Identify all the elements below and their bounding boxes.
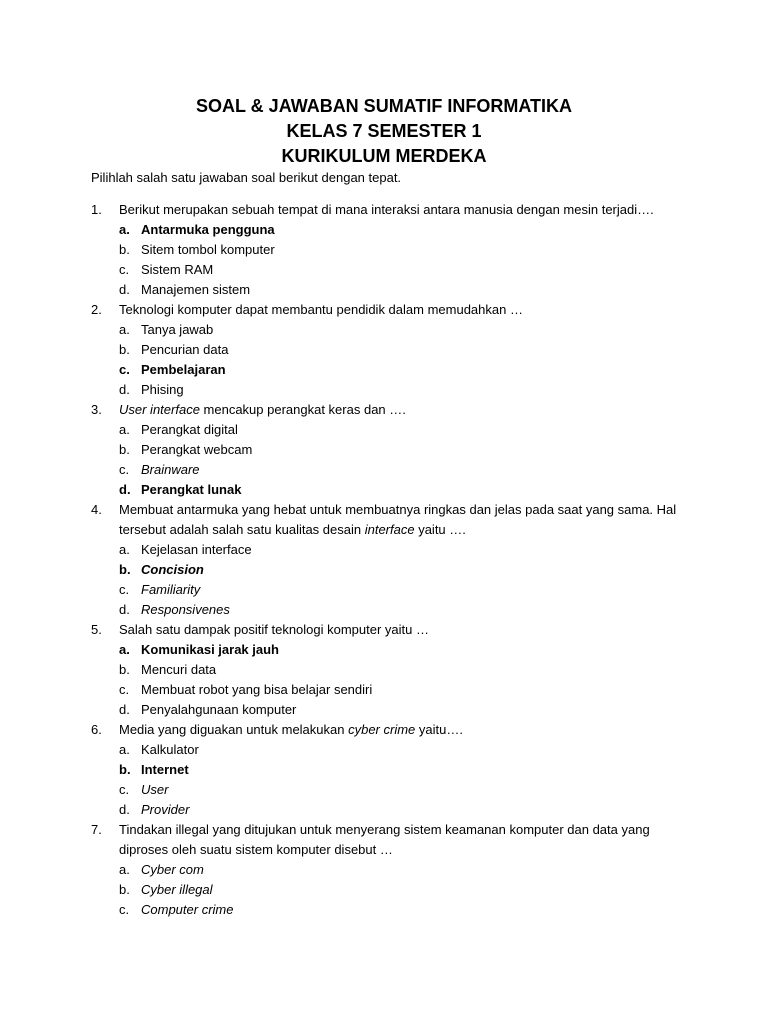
option-text: Phising (141, 382, 184, 397)
option-letter: b. (119, 242, 130, 257)
question-item (91, 820, 691, 920)
answer-option (119, 460, 691, 480)
question-row (91, 200, 691, 220)
question-row (91, 720, 691, 740)
option-text: Mencuri data (141, 662, 217, 677)
answer-option (119, 260, 691, 280)
answer-option-correct (119, 640, 691, 660)
answer-option (119, 320, 691, 340)
answer-options (119, 420, 691, 500)
option-text: Concision (141, 562, 204, 577)
option-text: Cyber illegal (141, 882, 213, 897)
question-number: 5. (91, 622, 102, 637)
question-number: 6. (91, 722, 102, 737)
question-text (119, 300, 691, 320)
question-text-segment: yaitu…. (415, 722, 463, 737)
answer-option (119, 440, 691, 460)
answer-option (119, 580, 691, 600)
answer-options (119, 320, 691, 400)
answer-option (119, 280, 691, 300)
document-subtitle-curriculum: KURIKULUM MERDEKA (281, 146, 487, 166)
answer-option (119, 680, 691, 700)
question-text-segment: yaitu …. (414, 522, 466, 537)
option-letter: b. (119, 662, 130, 677)
question-number: 3. (91, 402, 102, 417)
option-letter: a. (119, 322, 130, 337)
option-text: Internet (141, 762, 189, 777)
question-text-segment: Tindakan illegal yang ditujukan untuk menyerang sistem keamanan komputer dan data yang diproses oleh suatu sistem komputer disebut … (119, 822, 650, 857)
question-row (91, 820, 691, 860)
question-list (91, 200, 691, 920)
option-text: Provider (141, 802, 190, 817)
option-letter: a. (119, 222, 130, 237)
answer-option (119, 340, 691, 360)
answer-option (119, 380, 691, 400)
document-subtitle-class: KELAS 7 SEMESTER 1 (286, 121, 482, 141)
option-letter: a. (119, 422, 130, 437)
question-number: 1. (91, 202, 102, 217)
question-item (91, 720, 691, 820)
option-letter: b. (119, 562, 131, 577)
question-text-segment: cyber crime (348, 722, 416, 737)
question-number: 7. (91, 822, 102, 837)
answer-option (119, 420, 691, 440)
question-text-segment: Salah satu dampak positif teknologi komputer yaitu … (119, 622, 430, 637)
question-number: 4. (91, 502, 102, 517)
answer-options (119, 220, 691, 300)
answer-option-correct (119, 220, 691, 240)
option-text: Responsivenes (141, 602, 230, 617)
question-text-segment: User interface (119, 402, 200, 417)
option-letter: c. (119, 582, 130, 597)
option-text: Kalkulator (141, 742, 199, 757)
answer-option (119, 740, 691, 760)
option-text: Pencurian data (141, 342, 229, 357)
option-letter: d. (119, 602, 130, 617)
option-letter: b. (119, 442, 130, 457)
option-text: Antarmuka pengguna (141, 222, 275, 237)
option-letter: c. (119, 262, 130, 277)
question-text (119, 620, 691, 640)
option-text: Manajemen sistem (141, 282, 251, 297)
option-letter: d. (119, 702, 130, 717)
question-text-segment: interface (364, 522, 415, 537)
option-letter: d. (119, 802, 130, 817)
option-text: Penyalahgunaan komputer (141, 702, 297, 717)
answer-option (119, 240, 691, 260)
answer-options (119, 860, 691, 920)
option-letter: d. (119, 282, 130, 297)
option-letter: a. (119, 742, 130, 757)
question-item (91, 400, 691, 500)
answer-option (119, 860, 691, 880)
question-text-segment: Media yang diguakan untuk melakukan (119, 722, 349, 737)
question-number: 2. (91, 302, 102, 317)
option-text: Sistem RAM (141, 262, 214, 277)
option-letter: b. (119, 342, 130, 357)
option-letter: a. (119, 542, 130, 557)
answer-option-correct (119, 760, 691, 780)
question-text (119, 720, 691, 740)
question-row (91, 400, 691, 420)
instruction-text: Pilihlah salah satu jawaban soal berikut dengan tepat. (91, 170, 402, 185)
answer-option-correct (119, 560, 691, 580)
option-text: Perangkat digital (141, 422, 238, 437)
option-text: Cyber com (141, 862, 204, 877)
question-text-segment: Berikut merupakan sebuah tempat di mana interaksi antara manusia dengan mesin terjadi…. (119, 202, 654, 217)
question-row (91, 620, 691, 640)
answer-option (119, 700, 691, 720)
answer-options (119, 740, 691, 820)
question-text-segment: mencakup perangkat keras dan …. (199, 402, 406, 417)
option-letter: c. (119, 362, 130, 377)
option-text: Perangkat lunak (141, 482, 242, 497)
option-letter: b. (119, 762, 131, 777)
question-row (91, 300, 691, 320)
option-text: Computer crime (141, 902, 234, 917)
question-item (91, 300, 691, 400)
document-title: SOAL & JAWABAN SUMATIF INFORMATIKA (196, 96, 572, 116)
question-text-segment: Membuat antarmuka yang hebat untuk membuatnya ringkas dan jelas pada saat yang sama. Hal tersebut adalah salah satu kualitas desain (119, 502, 677, 537)
question-item (91, 500, 691, 620)
question-row (91, 500, 691, 540)
option-text: Perangkat webcam (141, 442, 253, 457)
option-text: Sitem tombol komputer (141, 242, 275, 257)
option-letter: d. (119, 382, 130, 397)
answer-option (119, 600, 691, 620)
answer-option (119, 880, 691, 900)
answer-option (119, 900, 691, 920)
option-text: User (141, 782, 169, 797)
answer-options (119, 540, 691, 620)
answer-option-correct (119, 480, 691, 500)
answer-option (119, 780, 691, 800)
option-text: Tanya jawab (141, 322, 214, 337)
option-text: Komunikasi jarak jauh (141, 642, 279, 657)
question-text (119, 500, 691, 540)
option-letter: a. (119, 642, 130, 657)
question-text (119, 200, 691, 220)
question-item (91, 620, 691, 720)
option-text: Brainware (141, 462, 200, 477)
option-text: Pembelajaran (141, 362, 226, 377)
option-letter: b. (119, 882, 130, 897)
answer-option (119, 660, 691, 680)
option-letter: c. (119, 462, 130, 477)
option-text: Kejelasan interface (141, 542, 252, 557)
option-text: Membuat robot yang bisa belajar sendiri (141, 682, 373, 697)
answer-option-correct (119, 360, 691, 380)
question-text (119, 820, 691, 860)
answer-option (119, 800, 691, 820)
option-letter: c. (119, 782, 130, 797)
option-letter: d. (119, 482, 131, 497)
option-text: Familiarity (141, 582, 201, 597)
question-text (119, 400, 691, 420)
question-item (91, 200, 691, 300)
option-letter: c. (119, 682, 130, 697)
question-text-segment: Teknologi komputer dapat membantu pendidik dalam memudahkan … (119, 302, 523, 317)
answer-option (119, 540, 691, 560)
answer-options (119, 640, 691, 720)
option-letter: c. (119, 902, 130, 917)
option-letter: a. (119, 862, 130, 877)
